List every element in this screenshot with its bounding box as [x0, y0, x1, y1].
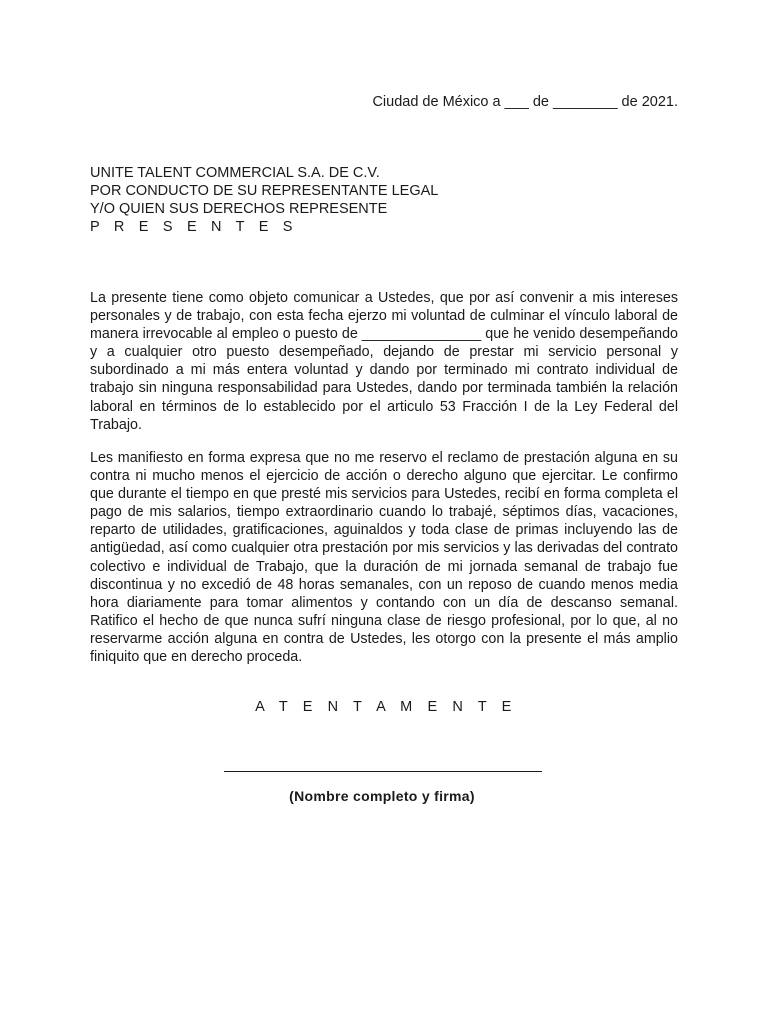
- closing-atentamente: A T E N T A M E N T E: [255, 699, 517, 715]
- signature-label: (Nombre completo y firma): [289, 788, 475, 804]
- date-line: Ciudad de México a ___ de ________ de 2021.: [372, 94, 678, 110]
- body-paragraph-settlement: Les manifiesto en forma expresa que no me reservo el reclamo de prestación alguna en su contra ni mucho menos el ejercicio de acción o derecho alguno que ejercitar. Le confirmo que durante el tiempo en que presté mis servicios para Ustedes, recibí en forma completa el pago de mis salarios, tiempo extraordinario cuando lo trabajé, séptimos días, vacaciones, reparto de utilidades, gratificaciones, aguinaldos y toda clase de primas incluyendo las de antigüedad, así como cualquier otra prestación por mis servicios y las derivadas del contrato colectivo e individual de Trabajo, que la duración de mi jornada semanal de trabajo fue discontinua y no excedió de 48 horas semanales, con un reposo de cuando menos media hora diariamente para tomar alimentos y contando con un día de descanso semanal. Ratifico el hecho de que nunca sufrí ninguna clase de riesgo profesional, por lo que, al no reservarme acción alguna en contra de Ustedes, les otorgo con la presente el más amplio finiquito que en derecho proceda.: [90, 450, 678, 666]
- addressee-representative: POR CONDUCTO DE SU REPRESENTANTE LEGAL: [90, 183, 439, 199]
- addressee-company: UNITE TALENT COMMERCIAL S.A. DE C.V.: [90, 165, 380, 181]
- addressee-rights: Y/O QUIEN SUS DERECHOS REPRESENTE: [90, 201, 388, 217]
- addressee-presentes: P R E S E N T E S: [90, 219, 298, 235]
- addressee-block: [90, 164, 438, 236]
- signature-line: [224, 771, 542, 772]
- body-paragraph-resignation: La presente tiene como objeto comunicar a Ustedes, que por así convenir a mis intereses personales y de trabajo, con esta fecha ejerzo mi voluntad de culminar el vínculo laboral de manera irrevocable al empleo o puesto de _______________ que he venido desempeñando y a cualquier otro puesto desempeñado, dejando de prestar mi servicio personal y subordinado a mi más entera voluntad y dando por terminado mi contrato individual de trabajo sin ninguna responsabilidad para Ustedes, dando por terminada también la relación laboral en términos de lo establecido por el articulo 53 Fracción I de la Ley Federal del Trabajo.: [90, 290, 678, 433]
